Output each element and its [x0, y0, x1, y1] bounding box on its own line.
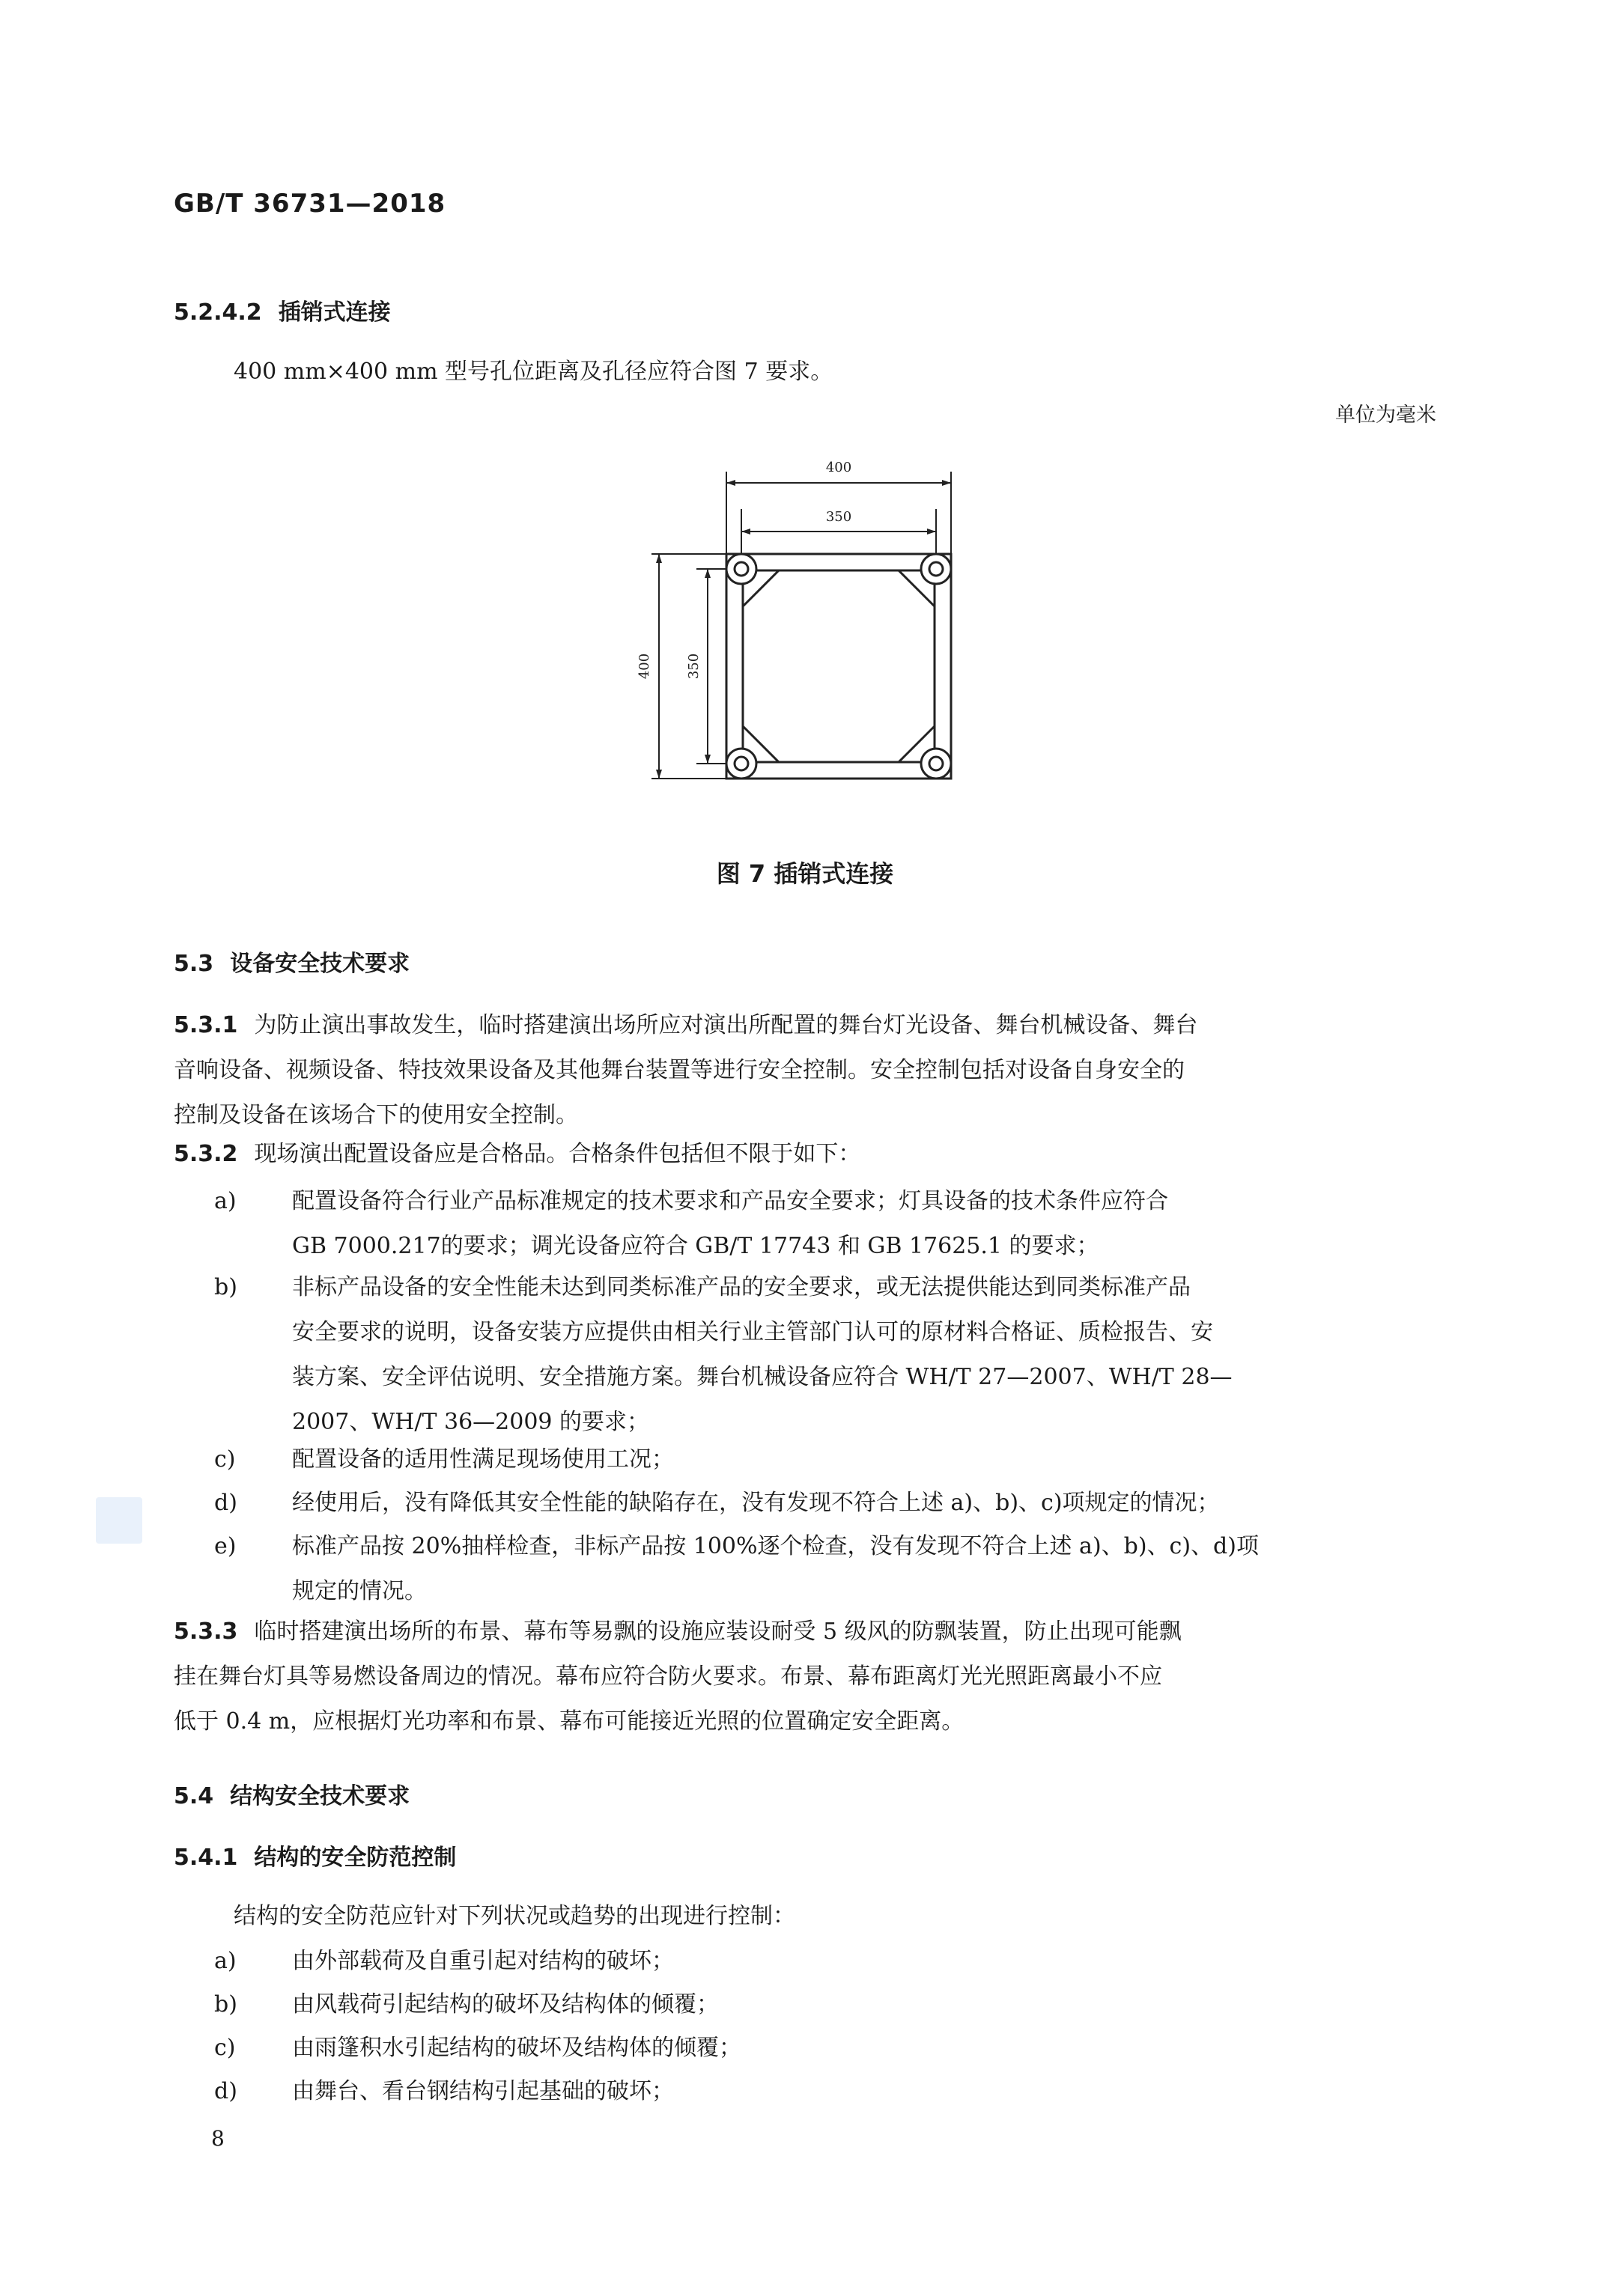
- list-marker: e): [214, 1533, 237, 1559]
- section-number: 5.3: [174, 951, 214, 977]
- clause-5-3-3: [174, 1610, 1439, 1744]
- list-line: 非标产品设备的安全性能未达到同类标准产品的安全要求，或无法提供能达到同类标准产品: [292, 1274, 1191, 1300]
- scan-mark: [96, 1497, 142, 1544]
- page-number: 8: [211, 2126, 225, 2151]
- dim-label-inner-horizontal: 350: [825, 509, 852, 525]
- list-line: GB 7000.217的要求；调光设备应符合 GB/T 17743 和 GB 17625.1 的要求；: [292, 1233, 1099, 1259]
- dim-label-inner-vertical: 350: [686, 653, 702, 680]
- list-marker: a): [214, 1948, 237, 1974]
- list-line: 2007、WH/T 36—2009 的要求；: [292, 1409, 650, 1435]
- list-marker: d): [214, 1490, 237, 1516]
- section-number: 5.2.4.2: [174, 299, 262, 326]
- list-marker: b): [214, 1991, 237, 2018]
- list-line: 安全要求的说明，设备安装方应提供由相关行业主管部门认可的原材料合格证、质检报告、安: [292, 1319, 1213, 1345]
- clause-text: 现场演出配置设备应是合格品。合格条件包括但不限于如下：: [254, 1141, 861, 1167]
- section-number: 5.4: [174, 1783, 214, 1809]
- figure-caption: 图 7 插销式连接: [716, 859, 894, 888]
- clause-line: 低于 0.4 m，应根据灯光功率和布景、幕布可能接近光照的位置确定安全距离。: [174, 1708, 965, 1735]
- pin-hole-inner: [929, 562, 943, 576]
- list-marker: c): [214, 2035, 236, 2061]
- list-line: 标准产品按 20%抽样检查，非标产品按 100%逐个检查，没有发现不符合上述 a)、b)、c)、d)项: [292, 1533, 1259, 1559]
- list-line: 配置设备符合行业产品标准规定的技术要求和产品安全要求；灯具设备的技术条件应符合: [292, 1188, 1168, 1214]
- clause-line: 临时搭建演出场所的布景、幕布等易飘的设施应装设耐受 5 级风的防飘装置，防止出现可能飘: [254, 1619, 1182, 1645]
- list-line: 经使用后，没有降低其安全性能的缺陷存在，没有发现不符合上述 a)、b)、c)项规定的情况；: [292, 1490, 1220, 1516]
- section-title: 插销式连接: [278, 299, 391, 326]
- pin-hole-inner: [929, 757, 943, 770]
- list-line: 规定的情况。: [292, 1578, 427, 1604]
- list-line: 装方案、安全评估说明、安全措施方案。舞台机械设备应符合 WH/T 27—2007、WH/T 28—: [292, 1364, 1233, 1390]
- clause-5-3-2: [174, 1132, 1439, 1177]
- list-marker: b): [214, 1274, 237, 1300]
- figure-7-pin-connection-diagram: [637, 449, 988, 816]
- list-marker: a): [214, 1188, 237, 1214]
- units-note: 单位为毫米: [1335, 404, 1436, 427]
- list-line: 配置设备的适用性满足现场使用工况；: [292, 1446, 674, 1473]
- section-title: 结构的安全防范控制: [254, 1845, 457, 1871]
- section-5-4-heading: [174, 1777, 410, 1810]
- section-5-4-1-intro: 结构的安全防范应针对下列状况或趋势的出现进行控制：: [234, 1903, 795, 1929]
- list-line: 由外部载荷及自重引起对结构的破坏；: [292, 1948, 674, 1974]
- clause-number: 5.3.1: [174, 1012, 238, 1038]
- section-5-3-heading: [174, 945, 410, 978]
- section-5-2-4-2-intro: 400 mm×400 mm 型号孔位距离及孔径应符合图 7 要求。: [234, 359, 833, 385]
- section-5-2-4-2-heading: [174, 293, 391, 326]
- clause-number: 5.3.2: [174, 1141, 238, 1167]
- dim-label-outer-vertical: 400: [637, 653, 652, 680]
- section-title: 设备安全技术要求: [230, 951, 410, 977]
- list-line: 由风载荷引起结构的破坏及结构体的倾覆；: [292, 1991, 719, 2018]
- clause-line: 挂在舞台灯具等易燃设备周边的情况。幕布应符合防火要求。布景、幕布距离灯光光照距离最小不应: [174, 1663, 1162, 1690]
- section-5-4-1-heading: [174, 1839, 456, 1872]
- clause-line: 控制及设备在该场合下的使用安全控制。: [174, 1102, 578, 1128]
- list-marker: d): [214, 2078, 237, 2104]
- clause-5-3-1: [174, 1003, 1439, 1138]
- section-number: 5.4.1: [174, 1845, 238, 1871]
- pin-hole-inner: [735, 757, 748, 770]
- list-line: 由雨篷积水引起结构的破坏及结构体的倾覆；: [292, 2035, 741, 2061]
- truss-frame: [726, 554, 951, 779]
- list-marker: c): [214, 1446, 236, 1473]
- section-title: 结构安全技术要求: [230, 1783, 410, 1809]
- clause-number: 5.3.3: [174, 1619, 238, 1645]
- standard-id: GB/T 36731—2018: [174, 189, 446, 219]
- clause-line: 音响设备、视频设备、特技效果设备及其他舞台装置等进行安全控制。安全控制包括对设备自身安全的: [174, 1057, 1185, 1083]
- list-line: 由舞台、看台钢结构引起基础的破坏；: [292, 2078, 674, 2104]
- clause-line: 为防止演出事故发生，临时搭建演出场所应对演出所配置的舞台灯光设备、舞台机械设备、舞台: [254, 1012, 1198, 1038]
- dim-label-outer-horizontal: 400: [825, 460, 852, 475]
- pin-hole-inner: [735, 562, 748, 576]
